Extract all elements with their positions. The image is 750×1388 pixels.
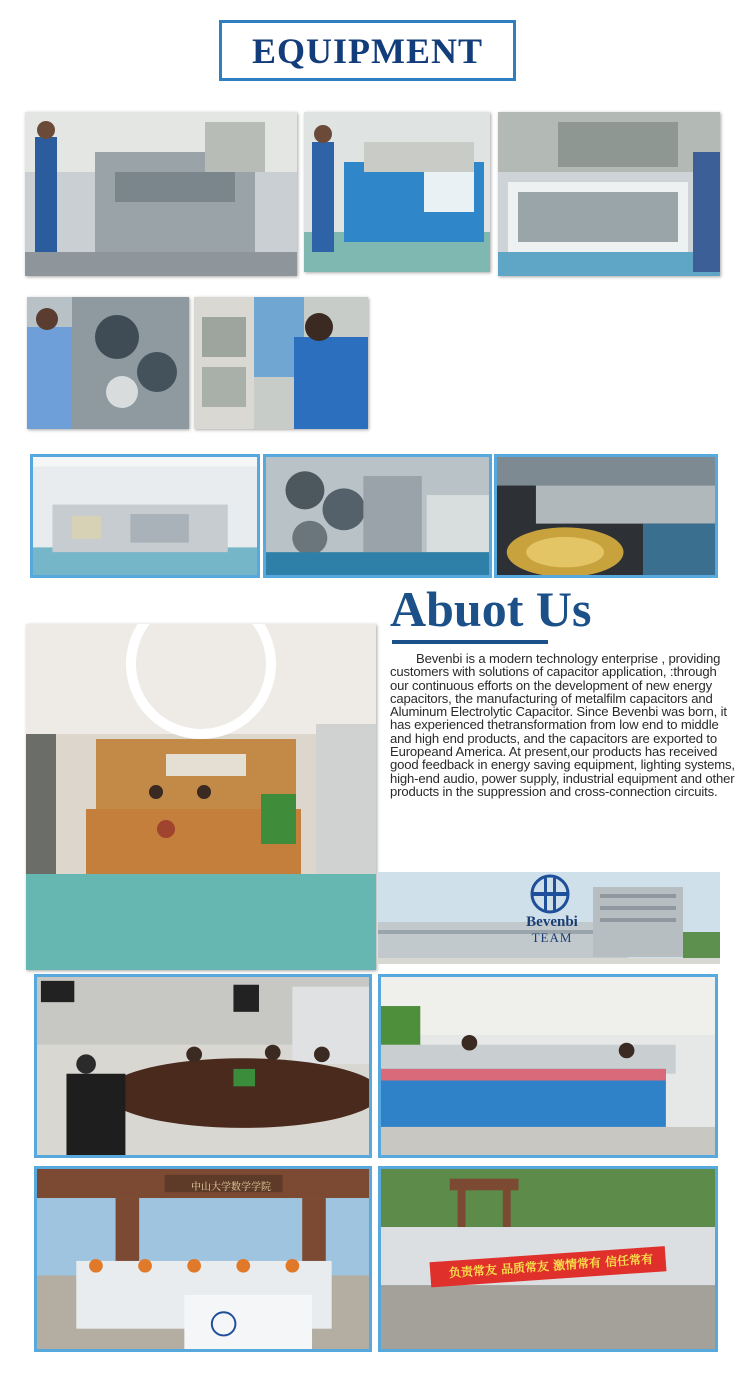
about-title-underline: [392, 640, 548, 644]
team-outing-gate-photo: [34, 1166, 372, 1352]
equipment-photo-2: [304, 112, 490, 272]
equipment-photo-5: [194, 297, 368, 429]
equipment-photo-1: [25, 112, 297, 276]
equipment-photo-6: [30, 454, 260, 578]
equipment-photo-8: [494, 454, 718, 578]
team-meeting-photo: [34, 974, 372, 1158]
equipment-photo-7: [263, 454, 492, 578]
team-badge-brand: Bevenbi: [526, 914, 578, 930]
equipment-photo-3: [498, 112, 720, 276]
team-banner: 负责常友 品质常友 激情常有 信任常有: [448, 1251, 654, 1281]
office-photo: [378, 974, 718, 1158]
reception-photo: [26, 624, 376, 970]
gate-sign: 中山大学数学学院: [191, 1182, 271, 1193]
company-building-photo: [378, 872, 720, 964]
about-title: Abuot Us: [390, 581, 592, 637]
equipment-photo-4: [27, 297, 189, 429]
equipment-title: EQUIPMENT: [219, 20, 516, 81]
team-badge-label: TEAM: [531, 930, 573, 945]
about-paragraph: Bevenbi is a modern technology enterprise , providing customers with solutions of capacitor application, :through our continuous efforts on the development of new energy capacitors, the manufacturing of metalfilm capacitors and Aluminum Electrolytic Capacitor. Since Bevenbi was born, it has experienced thetransformation from low end to middle and high end products, and the capacitors are exported to Europeand America. At present,our products has received good feedback in energy saving equipment, lighting systems, high-end audio, power supply, industrial equipment and other products in the suppression and cross-connection circuits.: [390, 651, 735, 799]
team-outing-banner-photo: [378, 1166, 718, 1352]
